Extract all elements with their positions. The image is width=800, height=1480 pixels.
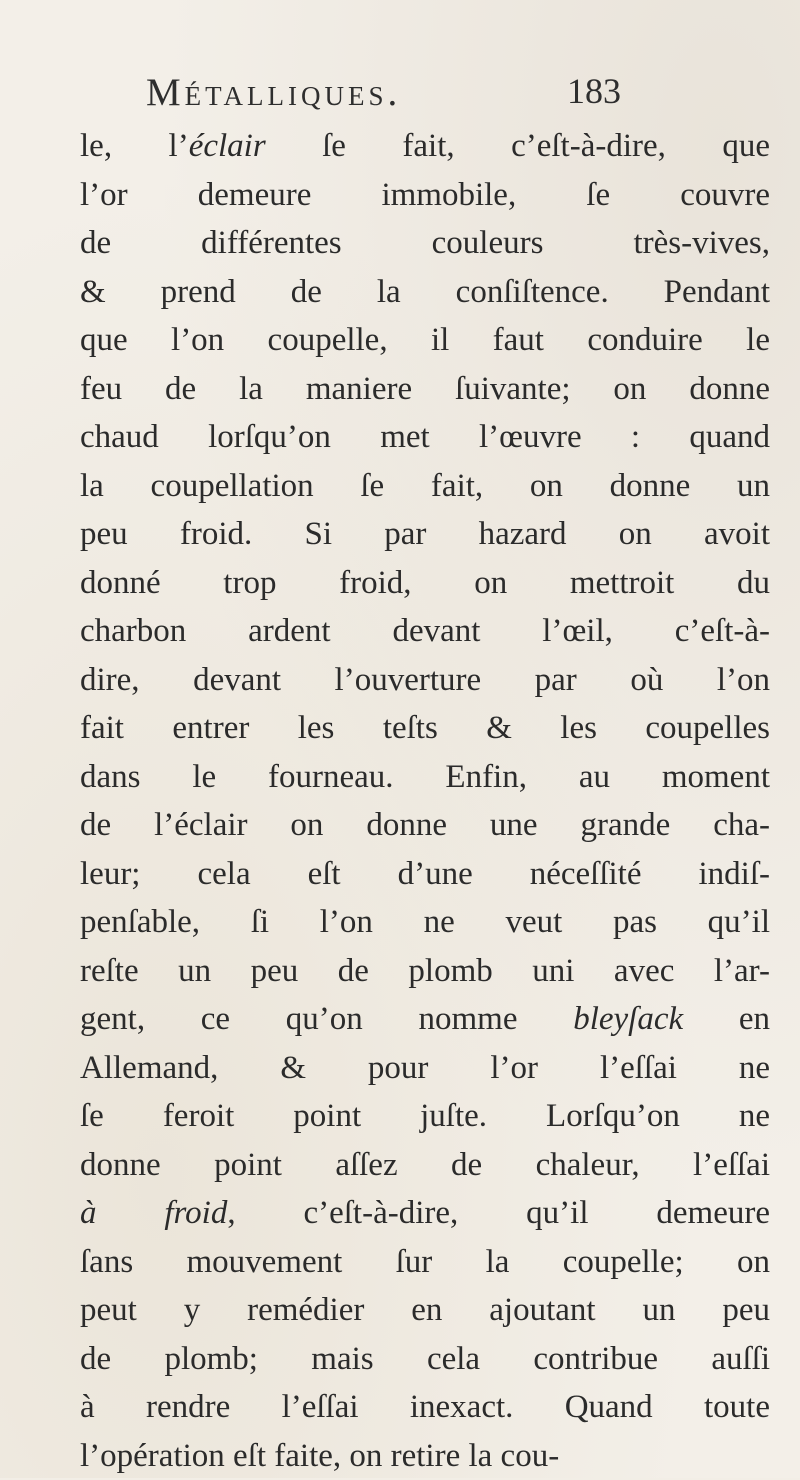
text-segment: l’or demeure immobile, ſe couvre bbox=[80, 177, 770, 213]
text-segment: fait entrer les teſts & les coupelles bbox=[80, 710, 770, 746]
text-segment: à rendre l’eſſai inexact. Quand toute bbox=[80, 1389, 770, 1425]
text-line bbox=[80, 1335, 770, 1384]
text-line bbox=[80, 1432, 770, 1480]
body-text bbox=[80, 122, 770, 1480]
text-line bbox=[80, 995, 770, 1044]
text-segment: en bbox=[683, 1001, 770, 1037]
text-line bbox=[80, 801, 770, 850]
text-line bbox=[80, 1189, 770, 1238]
text-line bbox=[80, 171, 770, 220]
text-line bbox=[80, 1141, 770, 1190]
text-segment: de différentes couleurs très-vives, bbox=[80, 225, 770, 261]
text-segment: reſte un peu de plomb uni avec l’ar- bbox=[80, 953, 770, 989]
text-line bbox=[80, 850, 770, 899]
text-segment: le, l’ bbox=[80, 128, 189, 164]
page-header bbox=[146, 70, 621, 120]
text-line bbox=[80, 656, 770, 705]
text-segment: de l’éclair on donne une grande cha- bbox=[80, 807, 770, 843]
text-segment: l’opération eſt faite, on retire la cou- bbox=[80, 1438, 559, 1474]
text-segment: gent, ce qu’on nomme bbox=[80, 1001, 573, 1037]
text-line bbox=[80, 1238, 770, 1287]
text-line bbox=[80, 1044, 770, 1093]
text-line bbox=[80, 365, 770, 414]
text-segment: donné trop froid, on mettroit du bbox=[80, 565, 770, 601]
italic-segment: bleyſack bbox=[573, 1001, 683, 1037]
text-segment: charbon ardent devant l’œil, c’eſt-à- bbox=[80, 613, 770, 649]
text-segment: , c’eſt-à-dire, qu’il demeure bbox=[227, 1195, 770, 1231]
text-segment: que l’on coupelle, il faut conduire le bbox=[80, 322, 770, 358]
text-segment: peut y remédier en ajoutant un peu bbox=[80, 1292, 770, 1328]
text-segment: ſans mouvement ſur la coupelle; on bbox=[80, 1244, 770, 1280]
text-segment: ſe fait, c’eſt-à-dire, que bbox=[266, 128, 770, 164]
text-line bbox=[80, 122, 770, 171]
text-segment: chaud lorſqu’on met l’œuvre : quand bbox=[80, 419, 770, 455]
text-line bbox=[80, 413, 770, 462]
text-segment: penſable, ſi l’on ne veut pas qu’il bbox=[80, 904, 770, 940]
text-line bbox=[80, 316, 770, 365]
text-segment: Allemand, & pour l’or l’eſſai ne bbox=[80, 1050, 770, 1086]
text-line bbox=[80, 898, 770, 947]
text-segment: dire, devant l’ouverture par où l’on bbox=[80, 662, 770, 698]
text-line bbox=[80, 1383, 770, 1432]
text-segment: peu froid. Si par hazard on avoit bbox=[80, 516, 770, 552]
text-segment: feu de la maniere ſuivante; on donne bbox=[80, 371, 770, 407]
text-line bbox=[80, 1286, 770, 1335]
text-segment: ſe feroit point juſte. Lorſqu’on ne bbox=[80, 1098, 770, 1134]
text-segment: donne point aſſez de chaleur, l’eſſai bbox=[80, 1147, 770, 1183]
text-segment: leur; cela eſt d’une néceſſité indiſ- bbox=[80, 856, 770, 892]
text-segment: de plomb; mais cela contribue auſſi bbox=[80, 1341, 770, 1377]
running-head: Métalliques. bbox=[146, 70, 401, 115]
text-line bbox=[80, 510, 770, 559]
italic-segment: éclair bbox=[189, 128, 266, 164]
text-line bbox=[80, 559, 770, 608]
italic-segment: à froid bbox=[80, 1195, 227, 1231]
text-line bbox=[80, 268, 770, 317]
text-line bbox=[80, 753, 770, 802]
text-segment: dans le fourneau. Enfin, au moment bbox=[80, 759, 770, 795]
text-line bbox=[80, 462, 770, 511]
text-line bbox=[80, 947, 770, 996]
page-number: 183 bbox=[567, 70, 621, 112]
text-line bbox=[80, 704, 770, 753]
text-line bbox=[80, 1092, 770, 1141]
text-segment: & prend de la conſiſtence. Pendant bbox=[80, 274, 770, 310]
text-line bbox=[80, 607, 770, 656]
text-line bbox=[80, 219, 770, 268]
text-segment: la coupellation ſe fait, on donne un bbox=[80, 468, 770, 504]
